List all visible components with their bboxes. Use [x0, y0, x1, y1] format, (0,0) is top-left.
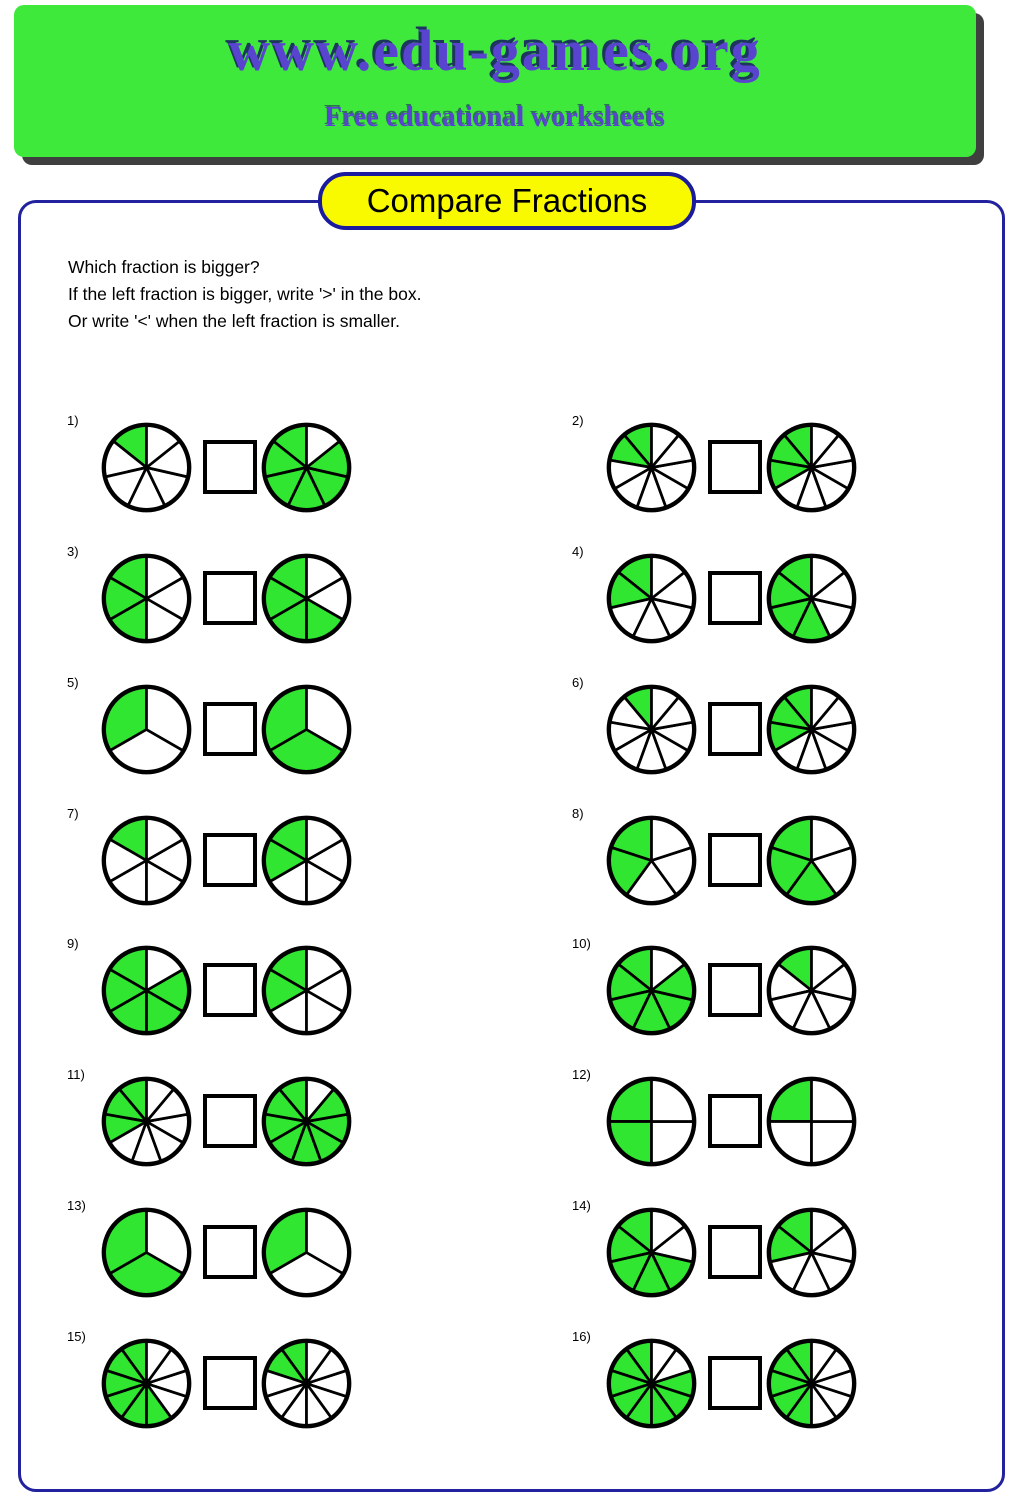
fraction-pie-left [603, 550, 700, 647]
problem-number: 1) [67, 413, 79, 428]
fraction-pie-right [258, 1204, 355, 1301]
instruction-line: If the left fraction is bigger, write '>' in the box. [68, 284, 422, 304]
instruction-line: Or write '<' when the left fraction is smaller. [68, 311, 401, 331]
answer-box[interactable] [708, 1094, 762, 1148]
fraction-pie-right [763, 1204, 860, 1301]
problem-8 [570, 808, 870, 912]
fraction-pie-right [258, 550, 355, 647]
fraction-pie-right [258, 942, 355, 1039]
fraction-pie-left [98, 1073, 195, 1170]
answer-box[interactable] [708, 702, 762, 756]
answer-box[interactable] [203, 1356, 257, 1410]
fraction-pie-right [763, 1073, 860, 1170]
fraction-pie-right [763, 1335, 860, 1432]
fraction-pie-right [763, 550, 860, 647]
answer-box[interactable] [203, 963, 257, 1017]
problem-16 [570, 1331, 870, 1435]
fraction-pie-left [98, 681, 195, 778]
problem-7 [65, 808, 365, 912]
fraction-pie-right [258, 812, 355, 909]
answer-box[interactable] [203, 702, 257, 756]
fraction-pie-right [258, 681, 355, 778]
fraction-pie-right [258, 419, 355, 516]
answer-box[interactable] [708, 571, 762, 625]
answer-box[interactable] [708, 1225, 762, 1279]
problem-number: 2) [572, 413, 584, 428]
fraction-pie-left [603, 1335, 700, 1432]
fraction-pie-left [603, 681, 700, 778]
problem-number: 13) [67, 1198, 86, 1213]
fraction-pie-left [98, 1335, 195, 1432]
problem-12 [570, 1069, 870, 1173]
problem-number: 4) [572, 544, 584, 559]
answer-box[interactable] [203, 1094, 257, 1148]
answer-box[interactable] [708, 833, 762, 887]
fraction-pie-left [603, 1073, 700, 1170]
problem-number: 11) [67, 1067, 85, 1082]
fraction-pie-right [763, 812, 860, 909]
fraction-pie-right [258, 1073, 355, 1170]
answer-box[interactable] [708, 963, 762, 1017]
problem-number: 3) [67, 544, 79, 559]
fraction-pie-left [603, 1204, 700, 1301]
problem-number: 9) [67, 936, 79, 951]
problem-number: 7) [67, 806, 79, 821]
fraction-pie-left [98, 942, 195, 1039]
site-title: www.edu-games.org [228, 18, 762, 83]
problem-6 [570, 677, 870, 781]
problem-number: 15) [67, 1329, 86, 1344]
problem-13 [65, 1200, 365, 1304]
site-tagline: Free educational worksheets [324, 102, 666, 133]
problem-15 [65, 1331, 365, 1435]
problem-number: 6) [572, 675, 584, 690]
problem-14 [570, 1200, 870, 1304]
problem-number: 5) [67, 675, 79, 690]
worksheet-title: Compare Fractions [318, 172, 696, 230]
fraction-pie-left [98, 1204, 195, 1301]
fraction-pie-left [98, 419, 195, 516]
problem-1 [65, 415, 365, 519]
answer-box[interactable] [203, 1225, 257, 1279]
instruction-line: Which fraction is bigger? [68, 257, 260, 277]
problem-10 [570, 938, 870, 1042]
problem-5 [65, 677, 365, 781]
answer-box[interactable] [708, 1356, 762, 1410]
fraction-pie-left [603, 812, 700, 909]
problem-2 [570, 415, 870, 519]
answer-box[interactable] [203, 833, 257, 887]
fraction-pie-left [603, 419, 700, 516]
fraction-pie-right [763, 681, 860, 778]
problem-3 [65, 546, 365, 650]
problem-11 [65, 1069, 365, 1173]
fraction-pie-right [763, 942, 860, 1039]
answer-box[interactable] [203, 440, 257, 494]
fraction-pie-left [98, 550, 195, 647]
fraction-pie-right [763, 419, 860, 516]
fraction-pie-right [258, 1335, 355, 1432]
fraction-pie-left [603, 942, 700, 1039]
problem-9 [65, 938, 365, 1042]
problem-4 [570, 546, 870, 650]
problem-number: 14) [572, 1198, 591, 1213]
problem-number: 10) [572, 936, 591, 951]
problem-number: 16) [572, 1329, 591, 1344]
answer-box[interactable] [708, 440, 762, 494]
answer-box[interactable] [203, 571, 257, 625]
fraction-pie-left [98, 812, 195, 909]
problem-number: 12) [572, 1067, 591, 1082]
problem-number: 8) [572, 806, 584, 821]
